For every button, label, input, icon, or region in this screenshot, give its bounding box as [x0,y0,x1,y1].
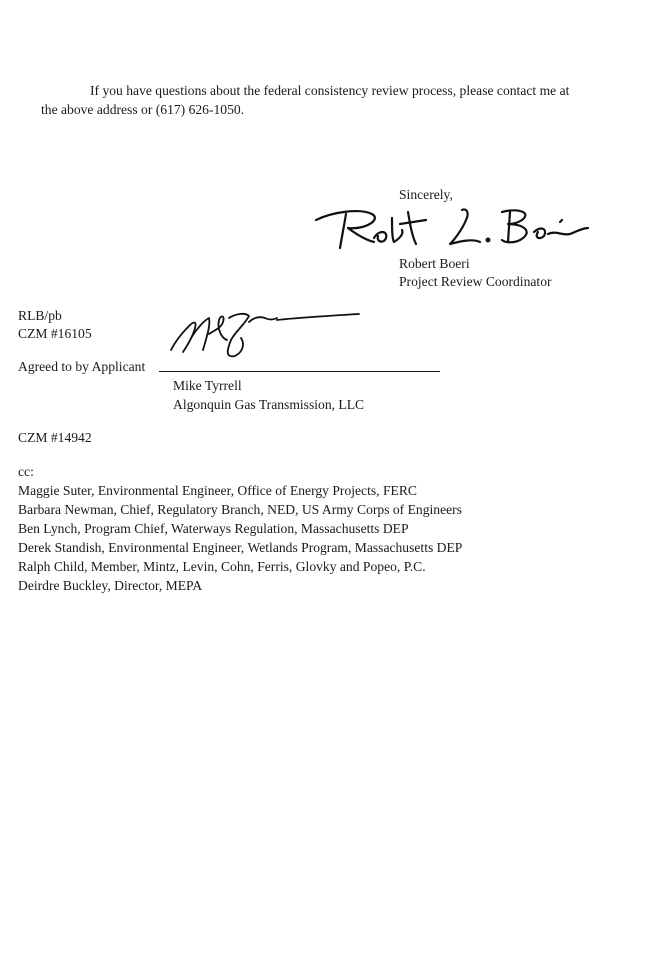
cc-recipient: Barbara Newman, Chief, Regulatory Branch, NED, US Army Corps of Engineers [18,502,462,517]
applicant-name: Mike Tyrrell [173,378,242,393]
applicant-signature-line [159,371,440,372]
signer-name: Robert Boeri [399,256,470,271]
cc-recipient: Ralph Child, Member, Mintz, Levin, Cohn, Ferris, Glovky and Popeo, P.C. [18,559,426,574]
czm-number-second: CZM #14942 [18,430,92,445]
cc-list [18,481,462,595]
cc-recipient: Deirdre Buckley, Director, MEPA [18,578,203,593]
body-paragraph-line-1: If you have questions about the federal consistency review process, please contact me at [90,83,570,98]
robert-boeri-signature [312,198,592,256]
reference-initials: RLB/pb [18,308,62,323]
body-paragraph-line-2: the above address or (617) 626-1050. [41,102,245,117]
applicant-signature [165,298,365,368]
cc-recipient: Ben Lynch, Program Chief, Waterways Regulation, Massachusetts DEP [18,521,409,536]
cc-label: cc: [18,464,34,479]
signer-title: Project Review Coordinator [399,274,552,289]
czm-number-first: CZM #16105 [18,326,92,341]
agreed-by-applicant-label: Agreed to by Applicant [18,359,146,374]
cc-recipient: Maggie Suter, Environmental Engineer, Office of Energy Projects, FERC [18,483,417,498]
applicant-company: Algonquin Gas Transmission, LLC [173,397,365,412]
closing-salutation: Sincerely, [399,187,453,202]
cc-recipient: Derek Standish, Environmental Engineer, Wetlands Program, Massachusetts DEP [18,540,463,555]
